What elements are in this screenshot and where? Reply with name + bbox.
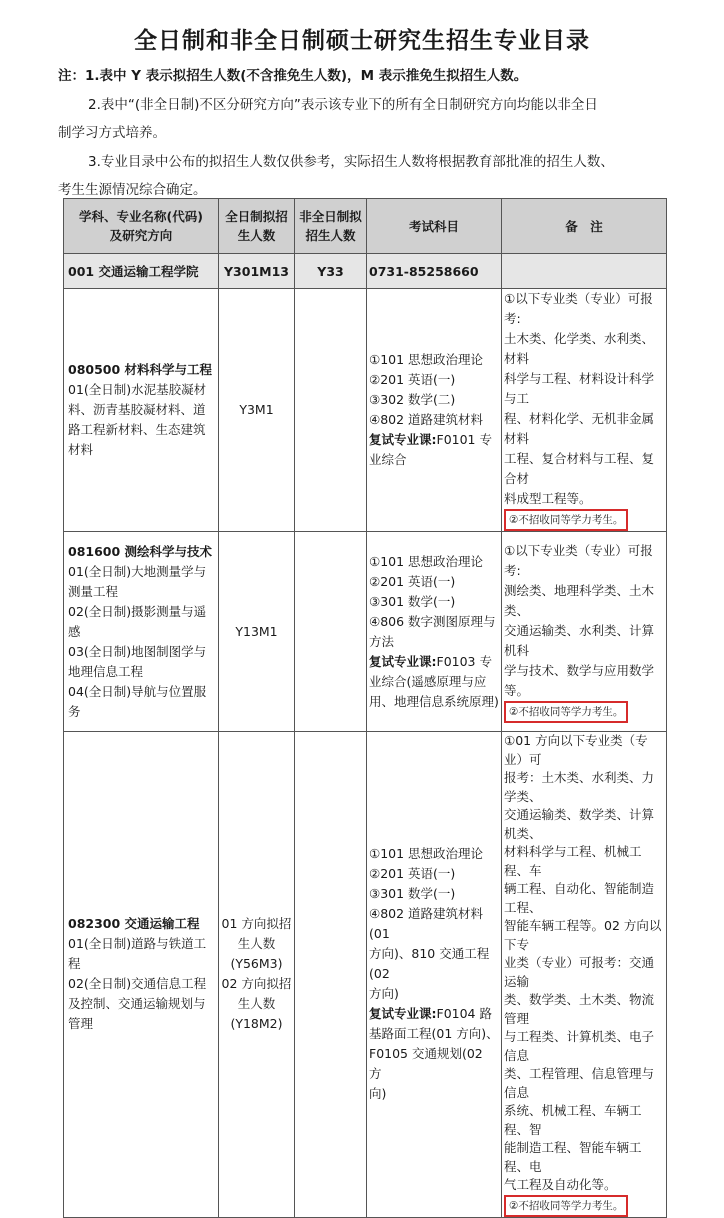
remark-line: 科学与工程、材料设计科学与工	[504, 371, 655, 406]
header-exam: 考试科目	[367, 199, 502, 254]
remark-line: 气工程及自动化等。	[504, 1177, 617, 1192]
direction-line: 地理信息工程	[68, 663, 144, 679]
remark-line: 工程、复合材料与工程、复合材	[504, 451, 655, 486]
exam-line: ④806 数字测图原理与	[369, 613, 496, 629]
remark-line: 类、数学类、土木类、物流管理	[504, 992, 655, 1026]
parttime-quota	[295, 532, 367, 732]
remark-cell	[502, 532, 667, 732]
exam-cell	[367, 732, 502, 1218]
direction-line: 路工程新材料、生态建筑	[68, 422, 206, 437]
header-parttime: 非全日制拟 招生人数	[295, 199, 367, 254]
remark-line: ①以下专业类（专业）可报考:	[504, 542, 653, 578]
note-3-line-2: 考生生源情况综合确定。	[58, 182, 207, 198]
remark-cell	[502, 732, 667, 1218]
retest-line: 向)	[369, 1086, 387, 1102]
header-fulltime: 全日制拟招 生人数	[219, 199, 295, 254]
direction-line: 测量工程	[68, 583, 119, 599]
direction-line: 04(全日制)导航与位置服	[68, 683, 207, 699]
table-row	[64, 289, 667, 532]
catalog-table	[63, 198, 667, 1218]
exam-line: ③301 数学(一)	[369, 886, 456, 902]
major-cell	[64, 289, 219, 532]
major-code: 080500 材料科学与工程	[68, 362, 213, 377]
exam-line: ②201 英语(一)	[369, 372, 456, 387]
retest-line: 复试专业课:F0104 路	[369, 1006, 492, 1022]
remark-line: 学与技术、数学与应用数学等。	[504, 662, 655, 698]
retest-line: 业综合(遥感原理与应	[369, 673, 487, 689]
table-row	[64, 732, 667, 1218]
fulltime-quota: Y13M1	[219, 532, 295, 732]
direction-line: 管理	[68, 1016, 94, 1032]
quota-line: (Y56M3)	[230, 956, 283, 972]
dept-fulltime: Y301M13	[219, 254, 295, 289]
exam-line: ①101 思想政治理论	[369, 846, 484, 862]
retest-line: 复试专业课:F0103 专	[369, 653, 492, 669]
remark-line: 测绘类、地理科学类、土木类、	[504, 582, 655, 618]
major-code: 082300 交通运输工程	[68, 916, 200, 932]
direction-line: 程	[68, 956, 81, 972]
retest-line: 业综合	[369, 452, 407, 467]
remark-line: 交通运输类、水利类、计算机科	[504, 622, 655, 658]
direction-line: 02(全日制)交通信息工程	[68, 976, 207, 992]
note-2-line-2: 制学习方式培养。	[58, 125, 166, 141]
fulltime-quota	[219, 732, 295, 1218]
exam-line: 方法	[369, 633, 395, 649]
direction-line: 及控制、交通运输规划与	[68, 996, 206, 1012]
quota-line: 01 方向拟招	[221, 916, 292, 932]
exam-cell	[367, 289, 502, 532]
quota-line: 02 方向拟招	[221, 976, 292, 992]
direction-line: 材料	[68, 442, 94, 457]
remark-line: ①以下专业类（专业）可报考:	[504, 291, 653, 326]
table-header-row	[64, 199, 667, 254]
retest-line: 复试专业课:F0101 专	[369, 432, 492, 447]
major-code: 081600 测绘科学与技术	[68, 543, 213, 559]
highlight-box: ②不招收同等学力考生。	[504, 509, 628, 531]
remark-line: 类、工程管理、信息管理与信息	[504, 1066, 655, 1100]
parttime-quota	[295, 289, 367, 532]
dept-phone: 0731-85258660	[367, 254, 502, 289]
exam-line: ④802 道路建筑材料(01	[369, 906, 484, 942]
dept-name: 001 交通运输工程学院	[64, 254, 219, 289]
parttime-quota	[295, 732, 367, 1218]
remark-line: 辆工程、自动化、智能制造工程、	[504, 881, 655, 915]
remark-line: 业类（专业）可报考：交通运输	[504, 955, 655, 989]
remark-line: ①01 方向以下专业类（专业）可	[504, 733, 648, 767]
major-cell	[64, 532, 219, 732]
header-remark: 备 注	[502, 199, 667, 254]
direction-line: 01(全日制)道路与铁道工	[68, 936, 207, 952]
exam-line: 方向)、810 交通工程(02	[369, 946, 490, 982]
quota-line: 生人数	[237, 936, 276, 952]
remark-cell	[502, 289, 667, 532]
direction-line: 02(全日制)摄影测量与遥	[68, 603, 207, 619]
retest-line: 基路面工程(01 方向)、	[369, 1026, 499, 1042]
dept-remark	[502, 254, 667, 289]
remark-line: 土木类、化学类、水利类、材料	[504, 331, 655, 366]
note-3-line-1: 3.专业目录中公布的拟招生人数仅供参考，实际招生人数将根据教育部批准的招生人数、	[88, 154, 614, 170]
retest-line: 用、地理信息系统原理)	[369, 693, 499, 709]
note-2-line-1: 2.表中“(非全日制)不区分研究方向”表示该专业下的所有全日制研究方向均能以非全日	[88, 97, 598, 113]
exam-cell	[367, 532, 502, 732]
remark-line: 交通运输类、数学类、计算机类、	[504, 807, 655, 841]
table-row	[64, 532, 667, 732]
remark-line: 程、材料化学、无机非金属材料	[504, 411, 655, 446]
exam-line: ②201 英语(一)	[369, 866, 456, 882]
major-cell	[64, 732, 219, 1218]
highlight-box: ②不招收同等学力考生。	[504, 701, 628, 723]
exam-line: ④802 道路建筑材料	[369, 412, 484, 427]
exam-line: 方向)	[369, 986, 399, 1002]
header-major: 学科、专业名称(代码) 及研究方向	[64, 199, 219, 254]
note-1: 注：1.表中 Y 表示拟招生人数(不含推免生人数)，M 表示推免生拟招生人数。	[58, 68, 528, 84]
remark-line: 材料科学与工程、机械工程、车	[504, 844, 642, 878]
quota-line: 生人数	[237, 996, 276, 1012]
direction-line: 03(全日制)地图制图学与	[68, 643, 207, 659]
direction-line: 务	[68, 703, 81, 719]
exam-line: ③302 数学(二)	[369, 392, 456, 407]
remark-line: 与工程类、计算机类、电子信息	[504, 1029, 655, 1063]
exam-line: ①101 思想政治理论	[369, 352, 484, 367]
direction-line: 01(全日制)水泥基胶凝材	[68, 382, 207, 397]
exam-line: ①101 思想政治理论	[369, 553, 484, 569]
exam-line: ③301 数学(一)	[369, 593, 456, 609]
remark-line: 料成型工程等。	[504, 491, 592, 506]
remark-line: 系统、机械工程、车辆工程、智	[504, 1103, 642, 1137]
direction-line: 01(全日制)大地测量学与	[68, 563, 207, 579]
dept-row	[64, 254, 667, 289]
remark-line: 报考：土木类、水利类、力学类、	[504, 770, 655, 804]
direction-line: 感	[68, 623, 81, 639]
highlight-box: ②不招收同等学力考生。	[504, 1195, 628, 1217]
page-title: 全日制和非全日制硕士研究生招生专业目录	[134, 28, 590, 54]
remark-line: 能制造工程、智能车辆工程、电	[504, 1140, 642, 1174]
remark-line: 智能车辆工程等。02 方向以下专	[504, 918, 662, 952]
quota-line: (Y18M2)	[230, 1016, 283, 1032]
retest-line: F0105 交通规划(02 方	[369, 1046, 483, 1082]
dept-parttime: Y33	[295, 254, 367, 289]
exam-line: ②201 英语(一)	[369, 573, 456, 589]
fulltime-quota: Y3M1	[219, 289, 295, 532]
direction-line: 料、沥青基胶凝材料、道	[68, 402, 206, 417]
